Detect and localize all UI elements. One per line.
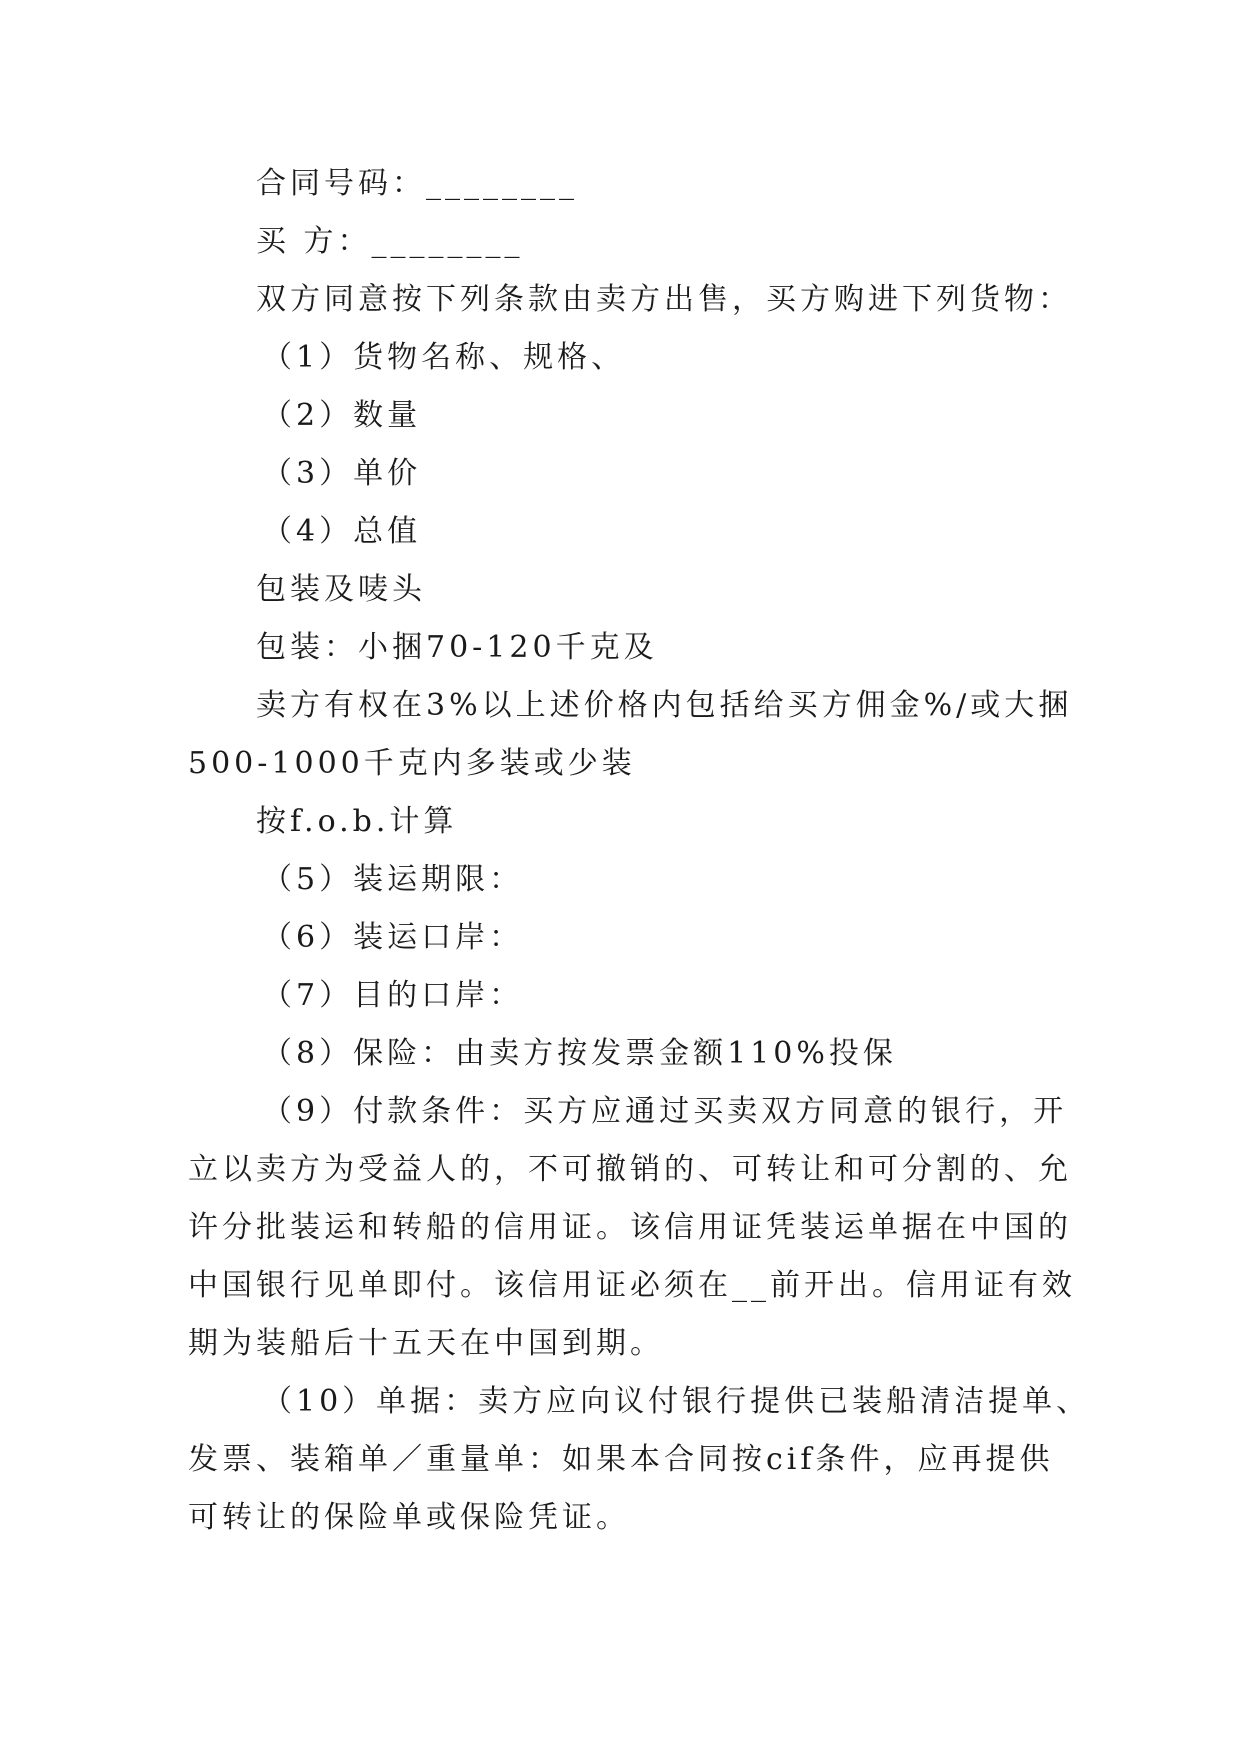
- clause-9-line-2: 立以卖方为受益人的，不可撤销的、可转让和可分割的、允: [188, 1152, 1072, 1187]
- clause-2: （2）数量: [262, 398, 422, 433]
- clause-7: （7）目的口岸：: [262, 978, 524, 1013]
- clause-10-line-2: 发票、装箱单／重量单：如果本合同按cif条件，应再提供: [188, 1442, 1054, 1477]
- clause-3: （3）单价: [262, 456, 422, 491]
- commission-line-cont: 500-1000千克内多装或少装: [188, 746, 636, 781]
- clause-10-line-3: 可转让的保险单或保险凭证。: [188, 1500, 630, 1535]
- clause-9-line-1: （9）付款条件：买方应通过买卖双方同意的银行，开: [262, 1094, 1068, 1129]
- clause-8: （8）保险：由卖方按发票金额110%投保: [262, 1036, 897, 1071]
- clause-9-line-5: 期为装船后十五天在中国到期。: [188, 1326, 664, 1361]
- intro-paragraph: 双方同意按下列条款由卖方出售，买方购进下列货物：: [256, 282, 1072, 317]
- clause-9-line-4: 中国银行见单即付。该信用证必须在__前开出。信用证有效: [188, 1268, 1076, 1303]
- clause-1: （1）货物名称、规格、: [262, 340, 626, 375]
- fob-line: 按f.o.b.计算: [256, 804, 458, 839]
- contract-number-line: 合同号码：________: [256, 166, 578, 201]
- clause-6: （6）装运口岸：: [262, 920, 524, 955]
- clause-4: （4）总值: [262, 514, 422, 549]
- clause-10-line-1: （10）单据：卖方应向议付银行提供已装船清洁提单、: [262, 1384, 1091, 1419]
- packing-heading: 包装及唛头: [256, 572, 426, 607]
- packing-line: 包装：小捆70-120千克及: [256, 630, 658, 665]
- clause-9-line-3: 许分批装运和转船的信用证。该信用证凭装运单据在中国的: [188, 1210, 1072, 1245]
- clause-5: （5）装运期限：: [262, 862, 524, 897]
- buyer-line: 买 方：________: [256, 224, 524, 259]
- commission-line: 卖方有权在3%以上述价格内包括给买方佣金%/或大捆: [256, 688, 1073, 723]
